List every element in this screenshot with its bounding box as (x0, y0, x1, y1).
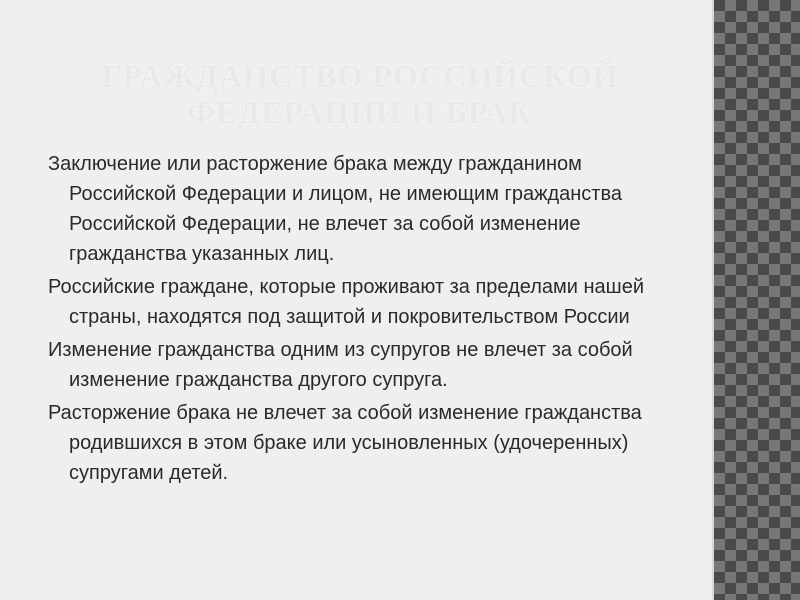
bullet-item: Расторжение брака не влечет за собой изменение гражданства родившихся в этом браке или усыновленных (удочеренных) супругами детей. (48, 402, 642, 484)
bullet-item: Заключение или расторжение брака между гражданином Российской Федерации и лицом, не имеющим гражданства Российской Федерации, не влечет за собой изменение гражданства указанных лиц. (48, 153, 622, 265)
slide-title: ГРАЖДАНСТВО РОССИЙСКОЙ ФЕДЕРАЦИИ И БРАК (101, 58, 619, 130)
decorative-pattern-strip (712, 0, 800, 600)
bullet-item: Российские граждане, которые проживают за пределами нашей страны, находятся под защитой и покровительством России (48, 276, 645, 328)
bullet-item: Изменение гражданства одним из супругов не влечет за собой изменение гражданства другого супруга. (48, 339, 633, 391)
bullet-list (48, 149, 688, 491)
